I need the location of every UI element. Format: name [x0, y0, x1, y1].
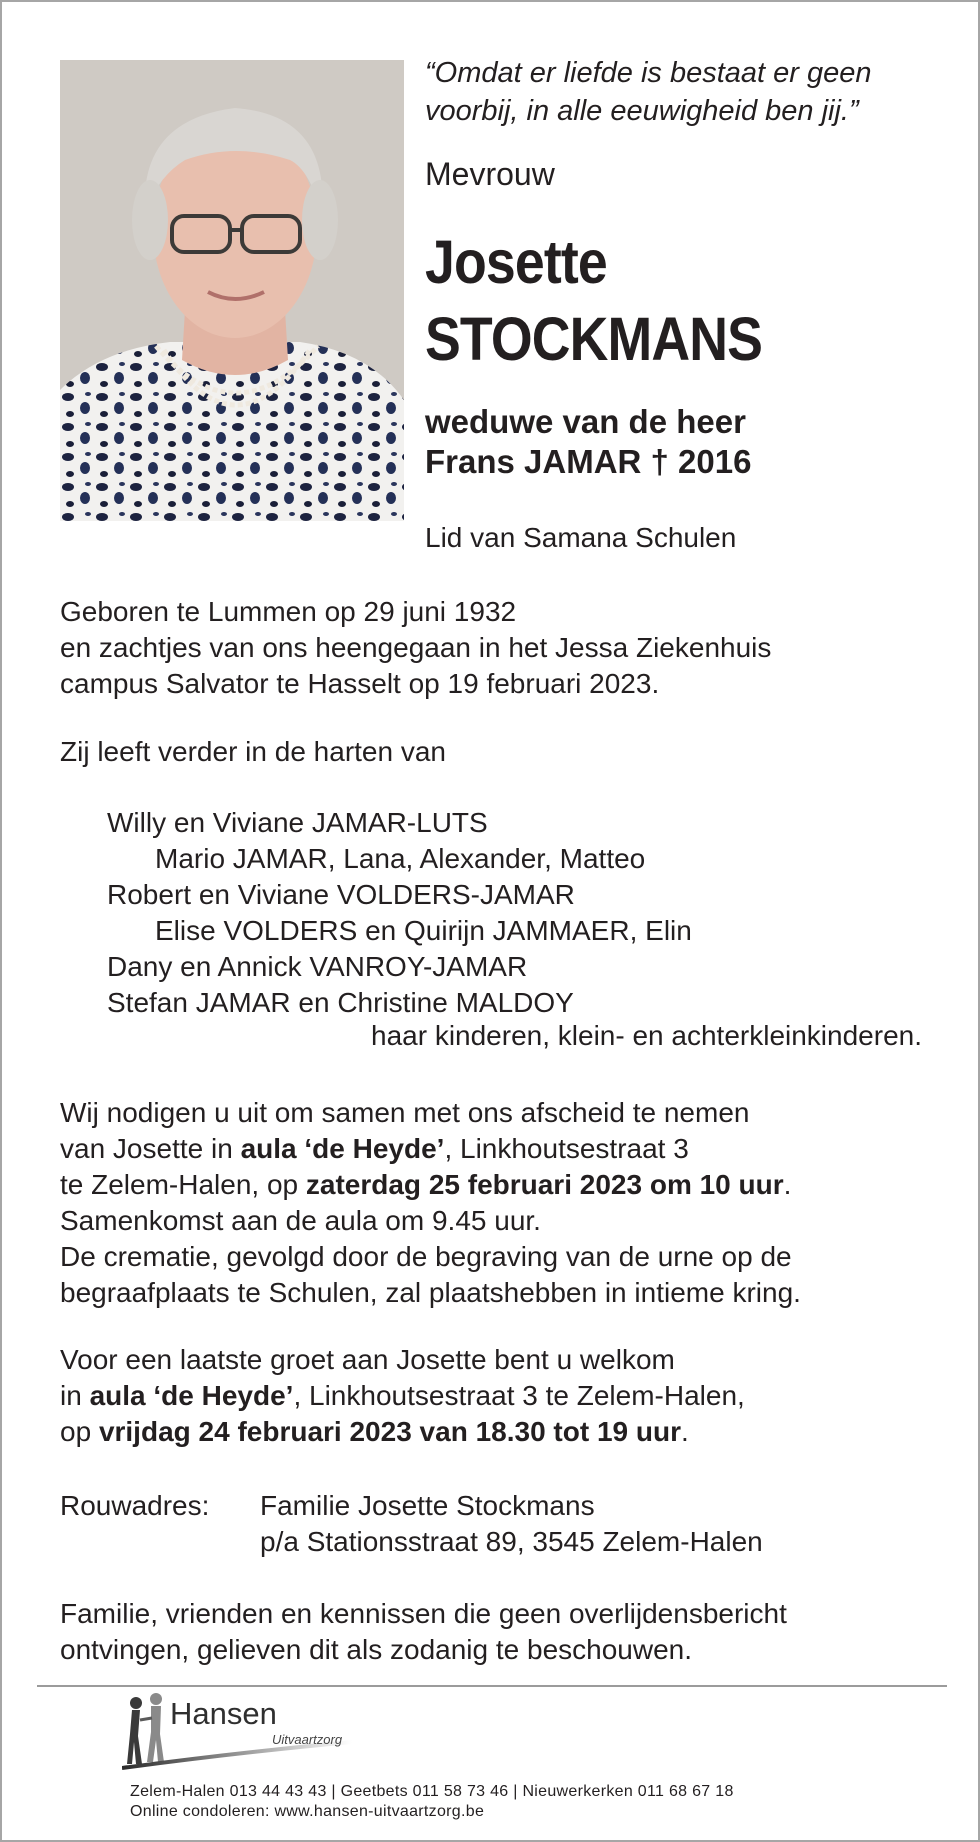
memorial-quote: “Omdat er liefde is bestaat er geen voorbij, in alle eeuwigheid ben jij.”: [425, 57, 872, 127]
service-line-6: begraafplaats te Schulen, zal plaatshebben in intieme kring.: [60, 1277, 801, 1308]
survivors-intro: Zij leeft verder in de harten van: [60, 736, 446, 767]
address-label: Rouwadres:: [60, 1490, 210, 1521]
portrait-illustration: [60, 60, 404, 521]
funeral-home-subtitle: Uitvaartzorg: [272, 1732, 343, 1747]
address-line-1: Familie Josette Stockmans: [260, 1490, 595, 1521]
last-name: STOCKMANS: [425, 305, 763, 373]
family-line: Elise VOLDERS en Quirijn JAMMAER, Elin: [155, 915, 692, 946]
spouse-line-1: weduwe van de heer: [425, 403, 746, 440]
family-line: Stefan JAMAR en Christine MALDOY: [107, 987, 574, 1018]
family-summary: haar kinderen, klein- en achterkleinkinderen.: [371, 1020, 922, 1051]
spouse-info: [425, 402, 751, 482]
first-name: Josette: [425, 228, 607, 296]
visitation-info: [60, 1342, 940, 1450]
closing-line-2: ontvingen, gelieven dit als zodanig te beschouwen.: [60, 1634, 692, 1665]
funeral-home-name: Hansen: [170, 1696, 277, 1731]
visit-line-2: in aula ‘de Heyde’, Linkhoutsestraat 3 te Zelem-Halen,: [60, 1380, 745, 1411]
service-line-4: Samenkomst aan de aula om 9.45 uur.: [60, 1205, 541, 1236]
funeral-home-phones: Zelem-Halen 013 44 43 43 | Geetbets 011 58 73 46 | Nieuwerkerken 011 68 67 18: [130, 1783, 734, 1800]
family-line: Dany en Annick VANROY-JAMAR: [107, 951, 528, 982]
service-line-1: Wij nodigen u uit om samen met ons afscheid te nemen: [60, 1097, 750, 1128]
online-condolences: Online condoleren: www.hansen-uitvaartzorg.be: [130, 1803, 485, 1820]
service-line-3: te Zelem-Halen, op zaterdag 25 februari 2023 om 10 uur.: [60, 1169, 792, 1200]
birth-line-2: en zachtjes van ons heengegaan in het Jessa Ziekenhuis: [60, 632, 772, 663]
birth-line-3: campus Salvator te Hasselt op 19 februari 2023.: [60, 668, 660, 699]
family-line: Willy en Viviane JAMAR-LUTS: [107, 807, 488, 838]
closing-note: [60, 1596, 940, 1668]
divider: [37, 1685, 947, 1687]
spouse-line-2: Frans JAMAR † 2016: [425, 443, 752, 480]
salutation: Mevrouw: [425, 156, 555, 192]
family-line: Robert en Viviane VOLDERS-JAMAR: [107, 879, 575, 910]
visit-line-1: Voor een laatste groet aan Josette bent u welkom: [60, 1344, 675, 1375]
closing-line-1: Familie, vrienden en kennissen die geen overlijdensbericht: [60, 1598, 787, 1629]
deceased-name: [425, 224, 762, 378]
family-line: Mario JAMAR, Lana, Alexander, Matteo: [155, 843, 646, 874]
birth-line-1: Geboren te Lummen op 29 juni 1932: [60, 596, 517, 627]
portrait-photo: [60, 60, 404, 521]
visit-line-3: op vrijdag 24 februari 2023 van 18.30 tot 19 uur.: [60, 1416, 689, 1447]
service-info: [60, 1095, 940, 1311]
service-line-2: van Josette in aula ‘de Heyde’, Linkhoutsestraat 3: [60, 1133, 689, 1164]
membership: Lid van Samana Schulen: [425, 522, 737, 553]
birth-death-info: [60, 594, 940, 702]
address-line-2: p/a Stationsstraat 89, 3545 Zelem-Halen: [260, 1526, 763, 1557]
service-line-5: De crematie, gevolgd door de begraving van de urne op de: [60, 1241, 792, 1272]
